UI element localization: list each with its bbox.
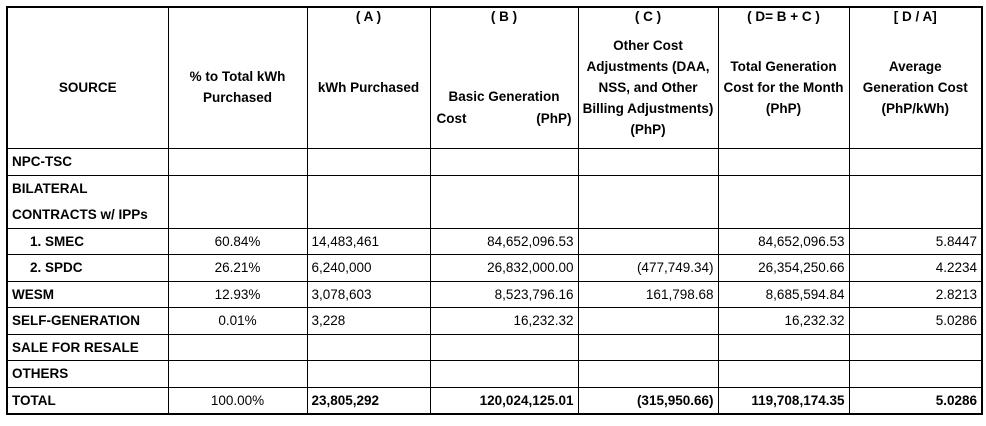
cell-total: 26,354,250.66 <box>718 255 849 282</box>
cell-total <box>718 361 849 388</box>
row-bilateral-line2 <box>7 202 982 229</box>
row-wesm <box>7 281 982 308</box>
cell-other <box>578 202 718 229</box>
cell-total: 16,232.32 <box>718 308 849 335</box>
header-basic <box>430 7 578 149</box>
cell-avg: 5.0286 <box>849 308 982 335</box>
cell-total <box>718 175 849 202</box>
header-basic-line2a: Cost <box>436 111 467 126</box>
header-basic-line2b: (PhP) <box>536 111 572 126</box>
cell-kwh: 14,483,461 <box>307 228 430 255</box>
row-bilateral-line1 <box>7 175 982 202</box>
cell-source: BILATERAL <box>7 175 168 202</box>
cell-total <box>718 202 849 229</box>
header-total <box>718 7 849 149</box>
cell-avg <box>849 202 982 229</box>
cell-pct <box>168 149 307 176</box>
cell-source: SELF-GENERATION <box>7 308 168 335</box>
header-avg-letter: [ D / A] <box>893 9 937 24</box>
cell-pct <box>168 334 307 361</box>
cell-basic <box>430 149 578 176</box>
header-avg-label: Average Generation Cost (PhP/kWh) <box>862 58 968 116</box>
header-total-label: Total Generation Cost for the Month (PhP) <box>723 58 844 116</box>
cell-pct <box>168 202 307 229</box>
cell-pct: 0.01% <box>168 308 307 335</box>
cell-basic <box>430 175 578 202</box>
cell-other <box>578 149 718 176</box>
generation-cost-table <box>6 6 983 415</box>
cell-other: (315,950.66) <box>578 387 718 414</box>
header-pct-label: % to Total kWh Purchased <box>189 69 286 105</box>
cell-other <box>578 175 718 202</box>
header-total-letter: ( D= B + C ) <box>747 9 820 24</box>
cell-pct: 100.00% <box>168 387 307 414</box>
cell-kwh: 3,228 <box>307 308 430 335</box>
cell-total: 8,685,594.84 <box>718 281 849 308</box>
cell-source: TOTAL <box>7 387 168 414</box>
row-total <box>7 387 982 414</box>
cell-pct <box>168 175 307 202</box>
header-avg <box>849 7 982 149</box>
cell-kwh: 3,078,603 <box>307 281 430 308</box>
cell-avg: 2.8213 <box>849 281 982 308</box>
cell-pct: 60.84% <box>168 228 307 255</box>
cell-basic: 84,652,096.53 <box>430 228 578 255</box>
row-spdc <box>7 255 982 282</box>
cell-avg <box>849 334 982 361</box>
cell-other <box>578 308 718 335</box>
cell-other <box>578 334 718 361</box>
cell-avg <box>849 175 982 202</box>
cell-source: CONTRACTS w/ IPPs <box>7 202 168 229</box>
cell-kwh: 6,240,000 <box>307 255 430 282</box>
cell-source: 2. SPDC <box>7 255 168 282</box>
cell-kwh <box>307 334 430 361</box>
row-sale-for-resale <box>7 334 982 361</box>
cell-other <box>578 228 718 255</box>
cell-source: 1. SMEC <box>7 228 168 255</box>
header-row <box>7 7 982 149</box>
header-kwh-letter: ( A ) <box>355 9 382 24</box>
cell-kwh <box>307 361 430 388</box>
cell-avg: 5.8447 <box>849 228 982 255</box>
cell-other <box>578 361 718 388</box>
cell-avg: 4.2234 <box>849 255 982 282</box>
row-npc-tsc <box>7 149 982 176</box>
cell-total <box>718 334 849 361</box>
cell-avg: 5.0286 <box>849 387 982 414</box>
header-basic-letter: ( B ) <box>490 9 518 24</box>
cell-other: 161,798.68 <box>578 281 718 308</box>
header-pct <box>168 7 307 149</box>
header-kwh <box>307 7 430 149</box>
row-smec <box>7 228 982 255</box>
cell-basic: 8,523,796.16 <box>430 281 578 308</box>
header-other-letter: ( C ) <box>634 9 662 24</box>
cell-pct <box>168 361 307 388</box>
cell-source: NPC-TSC <box>7 149 168 176</box>
header-other <box>578 7 718 149</box>
header-basic-line1: Basic Generation <box>448 89 560 104</box>
header-other-label: Other Cost Adjustments (DAA, NSS, and Other Billing Adjustments) (PhP) <box>582 37 714 137</box>
cell-basic <box>430 334 578 361</box>
cell-avg <box>849 149 982 176</box>
cell-source: OTHERS <box>7 361 168 388</box>
row-self-generation <box>7 308 982 335</box>
header-source-label: SOURCE <box>58 79 117 95</box>
cell-basic <box>430 361 578 388</box>
cell-kwh <box>307 202 430 229</box>
header-source <box>7 7 168 149</box>
cell-source: WESM <box>7 281 168 308</box>
cell-kwh: 23,805,292 <box>307 387 430 414</box>
cell-basic: 26,832,000.00 <box>430 255 578 282</box>
cell-basic <box>430 202 578 229</box>
cell-other: (477,749.34) <box>578 255 718 282</box>
cell-source: SALE FOR RESALE <box>7 334 168 361</box>
cell-total <box>718 149 849 176</box>
cell-pct: 26.21% <box>168 255 307 282</box>
cell-total: 84,652,096.53 <box>718 228 849 255</box>
header-kwh-label: kWh Purchased <box>317 79 420 95</box>
cell-avg <box>849 361 982 388</box>
cell-pct: 12.93% <box>168 281 307 308</box>
cell-total: 119,708,174.35 <box>718 387 849 414</box>
row-others <box>7 361 982 388</box>
cell-kwh <box>307 149 430 176</box>
cell-basic: 120,024,125.01 <box>430 387 578 414</box>
cell-basic: 16,232.32 <box>430 308 578 335</box>
cell-kwh <box>307 175 430 202</box>
